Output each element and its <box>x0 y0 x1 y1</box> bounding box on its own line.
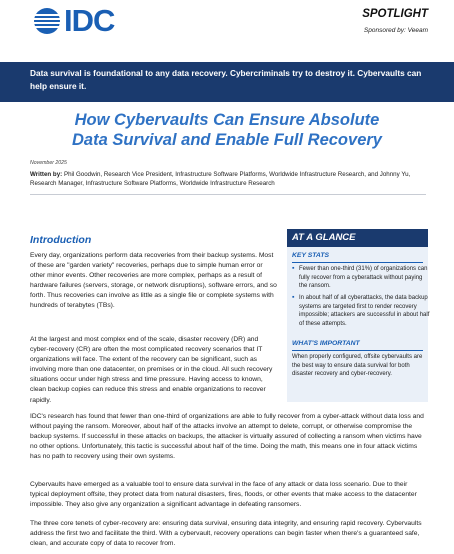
title-line-1: How Cybervaults Can Ensure Absolute <box>74 111 380 129</box>
sponsor-line: Sponsored by: Veeam <box>363 27 428 34</box>
publish-date: November 2025 <box>30 160 67 166</box>
title-line-2: Data Survival and Enable Full Recovery <box>72 131 382 149</box>
intro-paragraph-2: At the largest and most complex end of the scale, disaster recovery (DR) and cyber-recovery (CR) are often the most complicated recovery scenarios that IT organizations will face. The extent of the recovery can be significant, such as involving more than one datacenter, on premises or in the cloud. All such recovery situations occur under high stress and time pressure. Having access to known, clean backup copies can reduce this stress and enable organizations to recover rapidly. <box>30 336 273 404</box>
at-a-glance-title: AT A GLANCE <box>292 232 356 243</box>
idc-logo <box>32 3 115 38</box>
introduction-heading: Introduction <box>30 234 92 246</box>
intro-paragraph-1: Every day, organizations perform data recoveries from their backup systems. Most of these are "garden variety" recoveries, perhaps due to simple human error or other minor events. Other recoveries are more complex, perhaps as a result of hardware failures (servers, storage, or network disruptions), software errors, and so forth. Thus recoveries can involve as little as a single file or complete systems with hundreds of terabytes (TBs). <box>30 252 277 310</box>
whats-important-rule <box>292 350 423 351</box>
divider <box>30 194 426 195</box>
summary-banner <box>0 62 454 102</box>
authors-label: Written by: <box>30 171 63 178</box>
report-header <box>0 0 454 62</box>
authors-text: Phil Goodwin, Research Vice President, Infrastructure Software Platforms, Worldwide Infrastructure Research, and Johnny Yu, Research Manager, Infrastructure Software Platforms, Worldwide Infrastructure Research <box>30 171 411 187</box>
key-stat-1: ▪ Fewer than one-third (31%) of organizations can fully recover from a cyberattack without paying the ransom. <box>292 265 431 291</box>
authors <box>30 170 430 188</box>
at-a-glance-header <box>287 229 428 247</box>
whats-important-heading: WHAT'S IMPORTANT <box>292 340 360 347</box>
body-paragraph-5: The three core tenets of cyber-recovery are: ensuring data survival, ensuring data integrity, and ensuring rapid recovery. Cybervaults address the first two and facilitate the third. With a cybervault, recovery operations can begin faster when there's a guaranteed safe, clean, and accurate copy of data to recover from. <box>30 520 422 548</box>
body-paragraph-3: IDC's research has found that fewer than one-third of organizations are able to fully recover from a cyber-attack without data loss and without paying the ransom. Moreover, about half of the attacks involve an attempt to delete, corrupt, or otherwise compromise the backup systems. If successful in these attacks on backups, the attacker is virtually assured of collecting a ransom when victims have no other options. Unfortunately, this tactic is successful about half of the time. Doing the math, this means one in four attack victims has no path to recovery using their own systems. <box>30 413 424 461</box>
globe-icon <box>32 6 62 36</box>
spotlight-label: SPOTLIGHT <box>362 8 428 20</box>
whats-important-text: When properly configured, offsite cybervaults are the best way to ensure data survival for both disaster recovery and cyber-recovery. <box>292 354 423 378</box>
key-stat-2: ▪ In about half of all cyberattacks, the data backup systems are targeted first to render recovery impossible; attackers are successful in about half of these attempts. <box>292 294 431 328</box>
body-paragraph-4: Cybervaults have emerged as a valuable tool to ensure data survival in the face of any attack or data loss scenario. Due to their typical deployment offsite, they protect data from natural disasters, fires, floods, or other events that make access to the datacenter impossible. They also give any organization a significant advantage in defeating ransomers. <box>30 481 417 509</box>
logo-text: IDC <box>64 3 115 38</box>
key-stats-rule <box>292 262 423 263</box>
key-stats-heading: KEY STATS <box>292 252 330 259</box>
banner-text: Data survival is foundational to any data recovery. Cybercriminals try to destroy it. Cybervaults can help ensure it. <box>30 68 422 91</box>
